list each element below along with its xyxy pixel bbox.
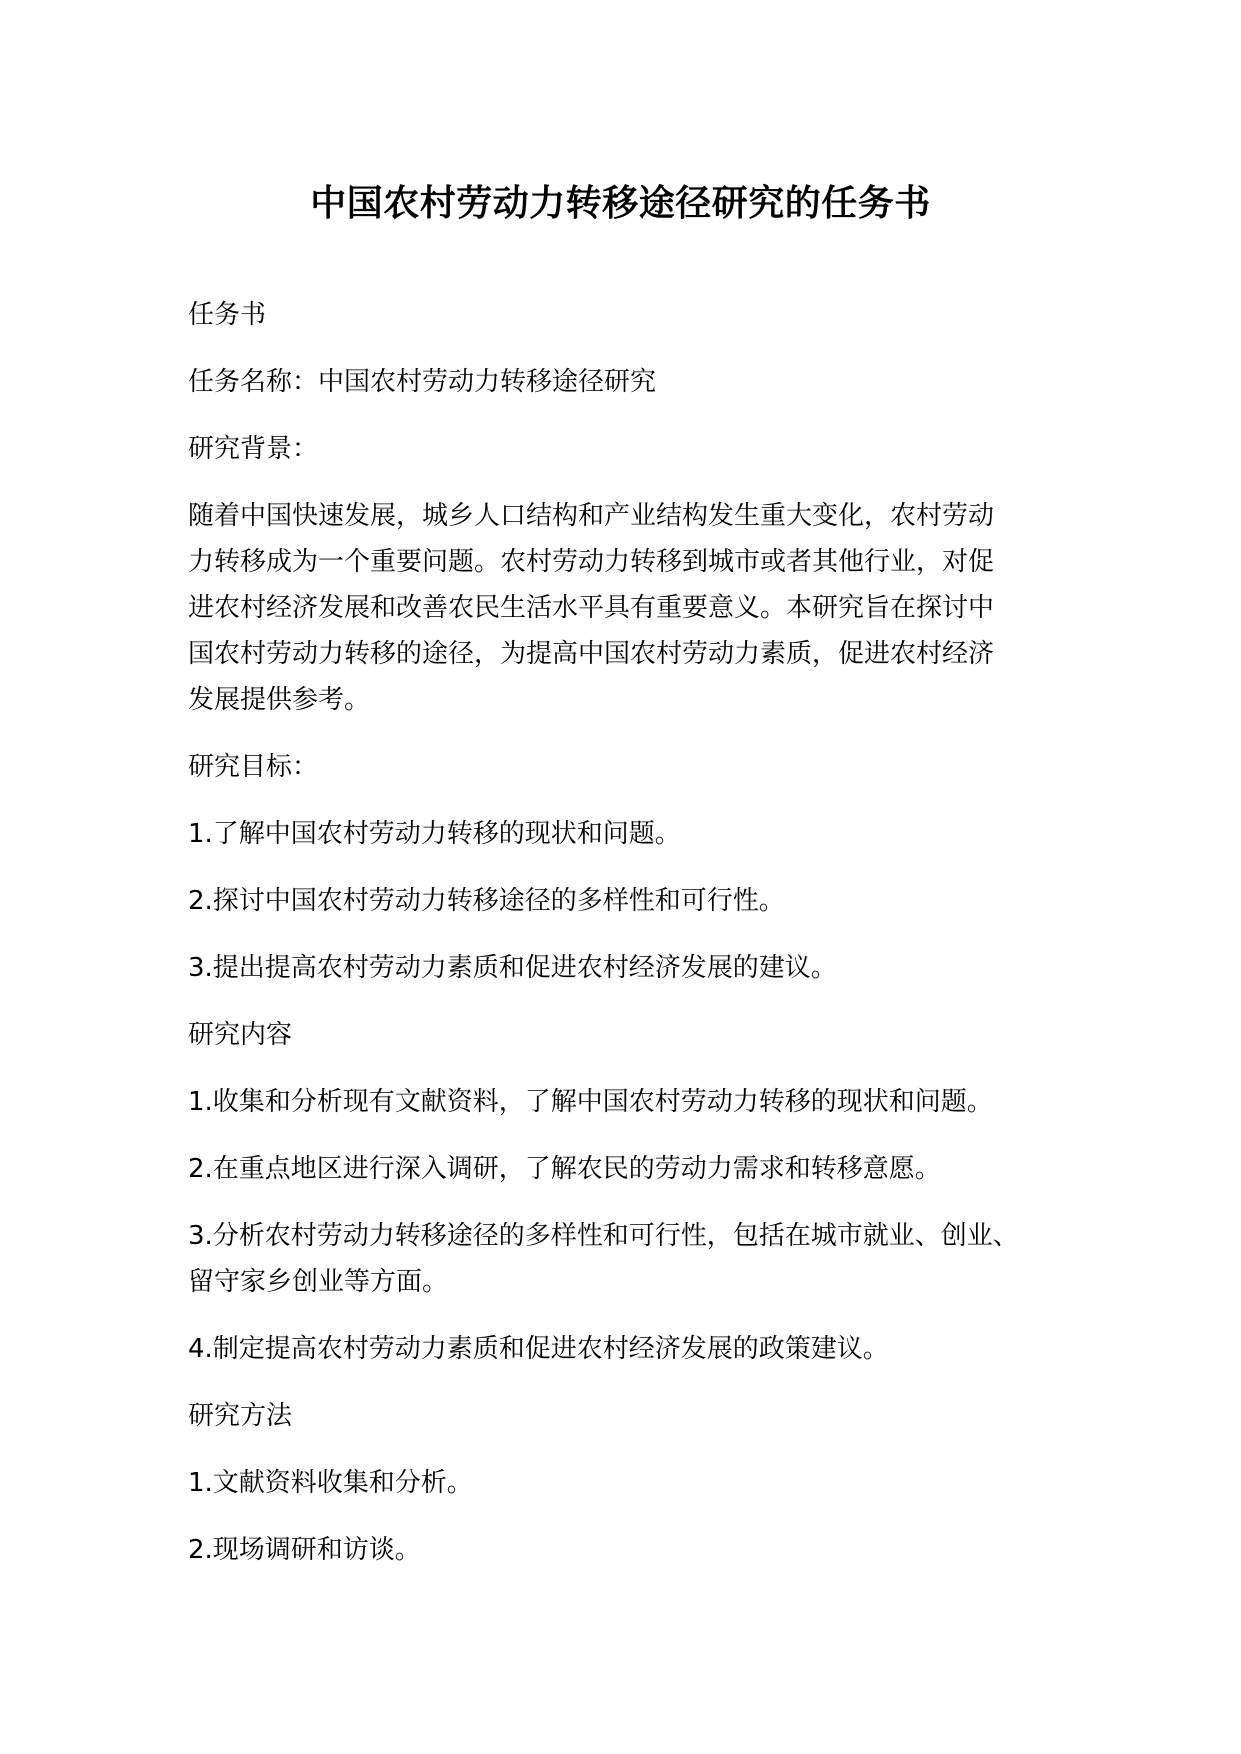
text-line: 1.文献资料收集和分析。 bbox=[188, 1468, 473, 1498]
text-line: 国农村劳动力转移的途径，为提高中国农村劳动力素质，促进农村经济 bbox=[188, 639, 995, 669]
heading-research-methods bbox=[188, 1393, 1038, 1439]
heading-research-goals bbox=[188, 744, 1038, 790]
text-line: 任务名称：中国农村劳动力转移途径研究 bbox=[188, 367, 657, 397]
heading-research-content bbox=[188, 1012, 1038, 1058]
paragraph-background-text bbox=[188, 493, 1038, 723]
text-line: 随着中国快速发展，城乡人口结构和产业结构发生重大变化，农村劳动 bbox=[188, 501, 995, 531]
document-body bbox=[188, 292, 1038, 1594]
list-item-goal-2 bbox=[188, 878, 1038, 924]
text-line: 4.制定提高农村劳动力素质和促进农村经济发展的政策建议。 bbox=[188, 1334, 889, 1364]
text-line: 2.在重点地区进行深入调研，了解农民的劳动力需求和转移意愿。 bbox=[188, 1154, 941, 1184]
text-line: 力转移成为一个重要问题。农村劳动力转移到城市或者其他行业，对促 bbox=[188, 547, 995, 577]
paragraph-task-name bbox=[188, 359, 1038, 405]
text-line: 2.探讨中国农村劳动力转移途径的多样性和可行性。 bbox=[188, 886, 785, 916]
document-title: 中国农村劳动力转移途径研究的任务书 bbox=[310, 183, 931, 224]
list-item-goal-1 bbox=[188, 811, 1038, 857]
text-line: 1.了解中国农村劳动力转移的现状和问题。 bbox=[188, 819, 681, 849]
list-item-content-1 bbox=[188, 1079, 1038, 1125]
text-line: 发展提供参考。 bbox=[188, 685, 371, 715]
list-item-content-2 bbox=[188, 1146, 1038, 1192]
text-line: 3.分析农村劳动力转移途径的多样性和可行性，包括在城市就业、创业、 bbox=[188, 1221, 1019, 1251]
list-item-goal-3 bbox=[188, 945, 1038, 991]
list-item-content-3 bbox=[188, 1213, 1038, 1305]
list-item-method-2 bbox=[188, 1527, 1038, 1573]
text-line: 研究目标： bbox=[188, 752, 319, 782]
text-line: 研究方法 bbox=[188, 1401, 293, 1431]
text-line: 研究背景： bbox=[188, 434, 319, 464]
list-item-method-1 bbox=[188, 1460, 1038, 1506]
text-line: 进农村经济发展和改善农民生活水平具有重要意义。本研究旨在探讨中 bbox=[188, 593, 995, 623]
text-line: 3.提出提高农村劳动力素质和促进农村经济发展的建议。 bbox=[188, 953, 837, 983]
text-line: 1.收集和分析现有文献资料，了解中国农村劳动力转移的现状和问题。 bbox=[188, 1087, 993, 1117]
list-item-content-4 bbox=[188, 1326, 1038, 1372]
text-line: 2.现场调研和访谈。 bbox=[188, 1535, 421, 1565]
text-line: 留守家乡创业等方面。 bbox=[188, 1267, 449, 1297]
text-line: 任务书 bbox=[188, 300, 267, 330]
heading-research-background bbox=[188, 426, 1038, 472]
paragraph-label-task-book bbox=[188, 292, 1038, 338]
text-line: 研究内容 bbox=[188, 1020, 293, 1050]
